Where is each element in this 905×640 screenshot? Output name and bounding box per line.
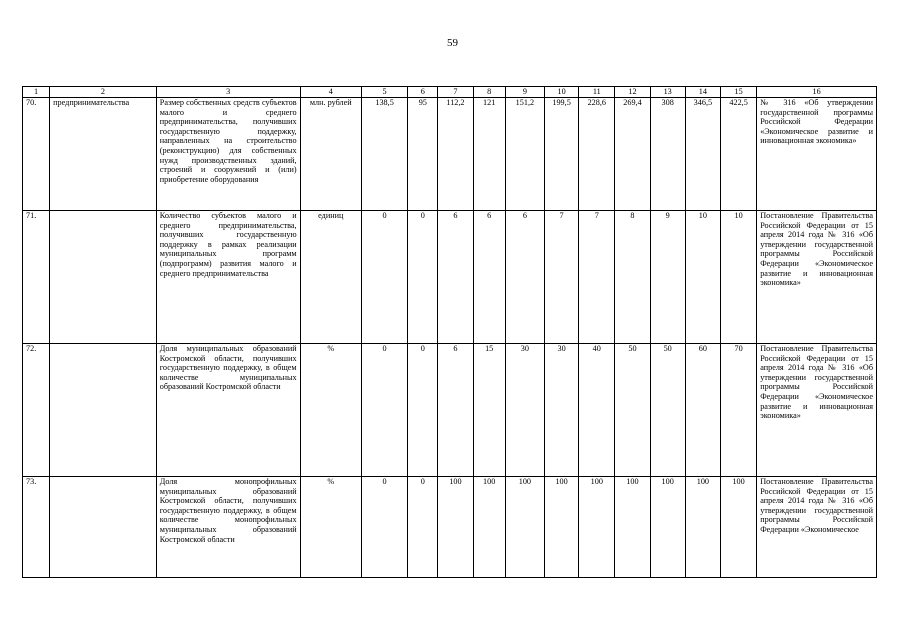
row-number: 73.: [23, 477, 50, 578]
value-cell: 6: [438, 344, 473, 477]
category-cell: [50, 344, 157, 477]
value-cell: 100: [438, 477, 473, 578]
value-cell: 7: [544, 211, 578, 344]
header-cell: 15: [720, 87, 756, 98]
indicator-cell: Доля муниципальных образований Костромской области, получивших государственную поддержку, в общем количестве муниципальных образований Костромской области: [156, 344, 300, 477]
value-cell: 199,5: [544, 98, 578, 211]
value-cell: 60: [685, 344, 720, 477]
header-cell: 12: [615, 87, 650, 98]
value-cell: 50: [650, 344, 685, 477]
table-row: [23, 211, 877, 344]
header-cell: 10: [544, 87, 578, 98]
page-number: 59: [447, 37, 458, 49]
header-cell: 7: [438, 87, 473, 98]
value-cell: 100: [473, 477, 505, 578]
unit-cell: млн. рублей: [300, 98, 361, 211]
header-cell: 2: [50, 87, 157, 98]
header-cell: 5: [361, 87, 407, 98]
category-cell: [50, 211, 157, 344]
header-cell: 3: [156, 87, 300, 98]
value-cell: 6: [438, 211, 473, 344]
header-cell: 11: [579, 87, 615, 98]
header-row: [23, 87, 877, 98]
row-number: 70.: [23, 98, 50, 211]
header-cell: 6: [408, 87, 438, 98]
source-cell: Постановление Правительства Российской Федерации от 15 апреля 2014 года № 316 «Об утверждении государственной программы Российской Федерации «Экономическое развитие и инновационная экономика»: [757, 344, 877, 477]
value-cell: 40: [579, 344, 615, 477]
header-cell: 16: [757, 87, 877, 98]
value-cell: 15: [473, 344, 505, 477]
value-cell: 100: [685, 477, 720, 578]
unit-cell: единиц: [300, 211, 361, 344]
indicator-cell: Количество субъектов малого и среднего предпринимательства, получивших государственную поддержку в рамках реализации муниципальных программ (подпрограмм) развития малого и среднего предпринимательства: [156, 211, 300, 344]
indicator-cell: Размер собственных средств субъектов малого и среднего предпринимательства, получивших государственную поддержку, направленных на строительство (реконструкцию) для собственных нужд производственных зданий, строений и сооружений и (или) приобретение оборудования: [156, 98, 300, 211]
value-cell: 112,2: [438, 98, 473, 211]
value-cell: 0: [408, 477, 438, 578]
category-cell: предпринимательства: [50, 98, 157, 211]
row-number: 72.: [23, 344, 50, 477]
value-cell: 9: [650, 211, 685, 344]
source-cell: Постановление Правительства Российской Федерации от 15 апреля 2014 года № 316 «Об утверждении государственной программы Российской Федерации «Экономическое: [757, 477, 877, 578]
value-cell: 0: [361, 477, 407, 578]
header-cell: 13: [650, 87, 685, 98]
header-cell: 1: [23, 87, 50, 98]
value-cell: 151,2: [505, 98, 544, 211]
source-cell: Постановление Правительства Российской Федерации от 15 апреля 2014 года № 316 «Об утверждении государственной программы Российской Федерации «Экономическое развитие и инновационная экономика»: [757, 211, 877, 344]
value-cell: 228,6: [579, 98, 615, 211]
value-cell: 30: [544, 344, 578, 477]
value-cell: 100: [720, 477, 756, 578]
unit-cell: %: [300, 344, 361, 477]
value-cell: 100: [650, 477, 685, 578]
value-cell: 6: [473, 211, 505, 344]
value-cell: 308: [650, 98, 685, 211]
value-cell: 269,4: [615, 98, 650, 211]
value-cell: 30: [505, 344, 544, 477]
source-cell: № 316 «Об утверждении государственной программы Российской Федерации «Экономическое развитие и инновационная экономика»: [757, 98, 877, 211]
value-cell: 100: [505, 477, 544, 578]
value-cell: 7: [579, 211, 615, 344]
value-cell: 70: [720, 344, 756, 477]
header-cell: 8: [473, 87, 505, 98]
table-row: [23, 344, 877, 477]
indicators-table: [22, 86, 877, 578]
category-cell: [50, 477, 157, 578]
table-row: [23, 477, 877, 578]
value-cell: 121: [473, 98, 505, 211]
value-cell: 10: [685, 211, 720, 344]
unit-cell: %: [300, 477, 361, 578]
row-number: 71.: [23, 211, 50, 344]
indicator-cell: Доля монопрофильных муниципальных образований Костромской области, получивших государственную поддержку, в общем количестве монопрофильных муниципальных образований Костромской области: [156, 477, 300, 578]
value-cell: 138,5: [361, 98, 407, 211]
value-cell: 6: [505, 211, 544, 344]
value-cell: 346,5: [685, 98, 720, 211]
value-cell: 0: [361, 344, 407, 477]
header-cell: 9: [505, 87, 544, 98]
value-cell: 10: [720, 211, 756, 344]
value-cell: 100: [615, 477, 650, 578]
value-cell: 0: [408, 344, 438, 477]
header-cell: 14: [685, 87, 720, 98]
value-cell: 100: [579, 477, 615, 578]
value-cell: 0: [408, 211, 438, 344]
value-cell: 95: [408, 98, 438, 211]
header-cell: 4: [300, 87, 361, 98]
value-cell: 8: [615, 211, 650, 344]
value-cell: 422,5: [720, 98, 756, 211]
table-row: [23, 98, 877, 211]
value-cell: 50: [615, 344, 650, 477]
value-cell: 100: [544, 477, 578, 578]
value-cell: 0: [361, 211, 407, 344]
